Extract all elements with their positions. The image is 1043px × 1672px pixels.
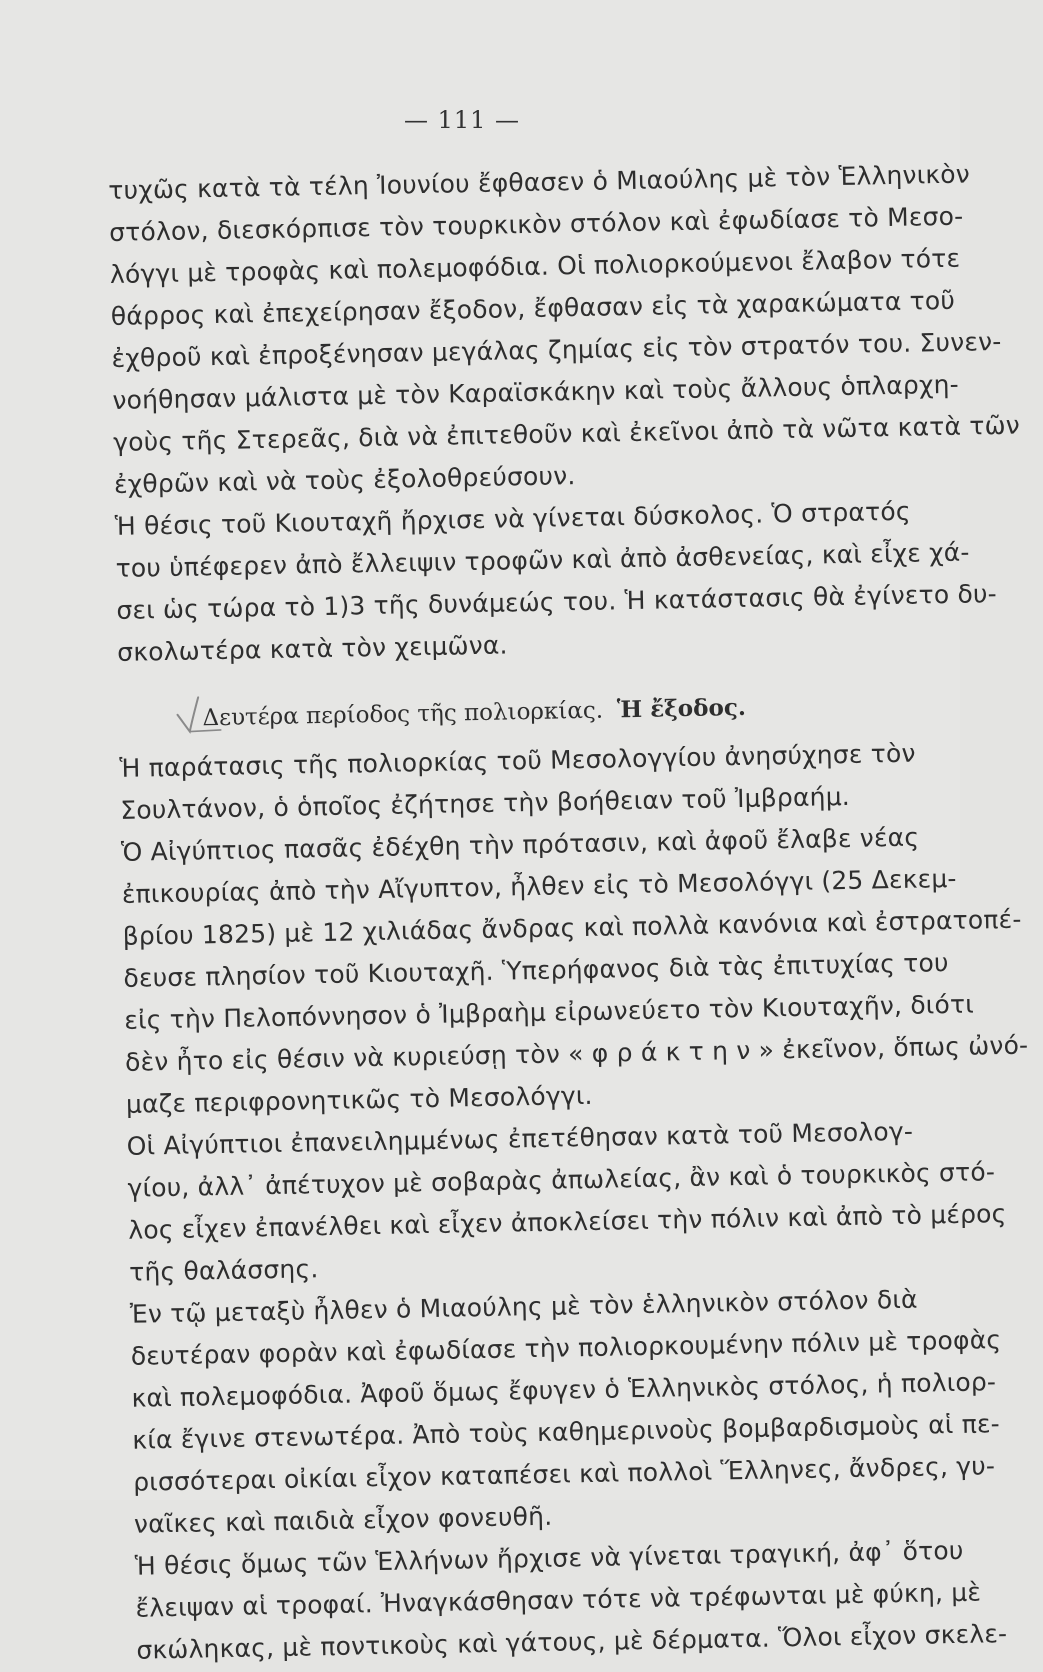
text-line: λος εἶχεν ἐπανέλθει καὶ εἶχεν ἀποκλείσει τὴν πόλιν καὶ ἀπὸ τὸ μέρος (128, 1198, 1007, 1245)
text-line: Ἡ θέσις ὅμως τῶν Ἑλλήνων ἤρχισε νὰ γίνεται τραγική, ἀφ᾽ ὅτου (134, 1535, 964, 1581)
text-line: σει ὡς τώρα τὸ 1)3 τῆς δυνάμεώς του. Ἡ κατάστασις θὰ ἐγίνετο δυ- (116, 579, 998, 625)
text-line: ναῖκες καὶ παιδιὰ εἶχον φονευθῆ. (133, 1501, 553, 1539)
text-line: στόλον, διεσκόρπισε τὸν τουρκικὸν στόλον καὶ ἐφωδίασε τὸ Μεσο- (108, 201, 964, 247)
paragraph (120, 817, 1029, 1126)
text-line: εἰς τὴν Πελοπόννησον ὁ Ἰμβραὴμ εἰρωνεύετο τὸν Κιουταχῆν, διότι (124, 989, 975, 1035)
text-line: Ἡ θέσις τοῦ Κιουταχῆ ἤρχισε νὰ γίνεται δύσκολος. Ὁ στρατός (114, 496, 911, 541)
text-line: Ἐν τῷ μεταξὺ ἦλθεν ὁ Μιαούλης μὲ τὸν ἑλληνικὸν στόλον διὰ (129, 1284, 918, 1329)
paragraph (108, 155, 1021, 506)
text-line: ἐχθρῶν καὶ νὰ τοὺς ἐξολοθρεύσουν. (113, 461, 576, 499)
text-before-heading (108, 155, 1021, 674)
text-line: καὶ πολεμοφόδια. Ἀφοῦ ὅμως ἔφυγεν ὁ Ἑλληνικὸς στόλος, ἡ πολιορ- (131, 1367, 997, 1413)
paragraph (114, 491, 998, 674)
text-line: λόγγι μὲ τροφὰς καὶ πολεμοφόδια. Οἱ πολιορκούμενοι ἔλαβον τότε (109, 243, 961, 289)
text-line: νοήθησαν μάλιστα μὲ τὸν Καραϊσκάκην καὶ τοὺς ἄλλους ὁπλαρχη- (112, 369, 960, 415)
text-line: βρίου 1825) μὲ 12 χιλιάδας ἄνδρας καὶ πολλὰ κανόνια καὶ ἐστρατοπέ- (122, 904, 1022, 951)
text-line: θάρρος καὶ ἐπεχείρησαν ἔξοδον, ἔφθασαν εἰς τὰ χαρακώματα τοῦ (110, 285, 956, 331)
section-heading-subtitle: Ἡ ἔξοδος. (616, 693, 747, 724)
text-line: γίου, ἀλλ᾽ ἀπέτυχον μὲ σοβαρὰς ἀπωλείας, ἂν καὶ ὁ τουρκικὸς στό- (127, 1157, 996, 1203)
text-line: γοὺς τῆς Στερεᾶς, διὰ νὰ ἐπιτεθοῦν καὶ ἐκεῖνοι ἀπὸ τὰ νῶτα κατὰ τῶν (112, 410, 1021, 457)
text-line: δὲν ἦτο εἰς θέσιν νὰ κυριεύσῃ τὸν « φ ρ ά κ τ η ν » ἐκεῖνον, ὅπως ὠνό- (124, 1030, 1029, 1077)
text-line: δευτέραν φορὰν καὶ ἐφωδίασε τὴν πολιορκουμένην πόλιν μὲ τροφὰς (130, 1325, 1002, 1371)
text-after-heading (119, 733, 1029, 1672)
text-line: σκώληκας, μὲ ποντικοὺς καὶ γάτους, μὲ δέρματα. Ὅλοι εἶχον σκελε- (136, 1619, 1008, 1665)
paragraph (134, 1531, 1008, 1672)
text-line: τῆς θαλάσσης. (128, 1254, 319, 1287)
text-line: κία ἔγινε στενωτέρα. Ἀπὸ τοὺς καθημερινοὺς βομβαρδισμοὺς αἱ πε- (132, 1409, 1001, 1455)
pencil-check-mark-icon (174, 694, 215, 735)
page-number: — 111 — (403, 106, 521, 134)
text-line: Ὁ Αἰγύπτιος πασᾶς ἐδέχθη τὴν πρότασιν, καὶ ἀφοῦ ἔλαβε νέας (120, 822, 920, 867)
text-line: ἔλειψαν αἱ τροφαί. Ἠναγκάσθησαν τότε νὰ τρέφωνται μὲ φύκη, μὲ (135, 1577, 982, 1623)
paragraph (129, 1279, 1002, 1546)
text-line: μαζε περιφρονητικῶς τὸ Μεσολόγγι. (125, 1080, 593, 1119)
text-line: ρισσότεραι οἰκίαι εἶχον καταπέσει καὶ πολλοὶ Ἕλληνες, ἄνδρες, γυ- (132, 1451, 996, 1497)
section-heading (118, 659, 887, 748)
section-heading-title: Δευτέρα περίοδος τῆς πολιορκίας. (202, 697, 604, 732)
paragraph (126, 1111, 1007, 1294)
text-line: Ἡ παράτασις τῆς πολιορκίας τοῦ Μεσολογγίου ἀνησύχησε τὸν (119, 738, 916, 783)
text-line: δευσε πλησίον τοῦ Κιουταχῆ. Ὑπερήφανος διὰ τὰς ἐπιτυχίας του (123, 948, 949, 993)
text-line: Οἱ Αἰγύπτιοι ἐπανειλημμένως ἐπετέθησαν κατὰ τοῦ Μεσολογ- (126, 1116, 914, 1161)
text-line: σκολωτέρα κατὰ τὸν χειμῶνα. (116, 630, 508, 667)
text-line: ἐπικουρίας ἀπὸ τὴν Αἴγυπτον, ἦλθεν εἰς τὸ Μεσολόγγι (25 Δεκεμ- (121, 863, 957, 909)
text-line: Σουλτάνον, ὁ ὁποῖος ἐζήτησε τὴν βοήθειαν τοῦ Ἰμβραήμ. (120, 781, 851, 825)
text-line: τυχῶς κατὰ τὰ τέλη Ἰουνίου ἔφθασεν ὁ Μιαούλης μὲ τὸν Ἑλληνικὸν (108, 159, 971, 205)
text-line: του ὑπέφερεν ἀπὸ ἔλλειψιν τροφῶν καὶ ἀπὸ ἀσθενείας, καὶ εἶχε χά- (115, 537, 970, 583)
text-line: ἐχθροῦ καὶ ἐπροξένησαν μεγάλας ζημίας εἰς τὸν στρατόν του. Συνεν- (111, 326, 1002, 373)
text-body (108, 155, 1029, 1671)
paragraph (119, 733, 916, 832)
